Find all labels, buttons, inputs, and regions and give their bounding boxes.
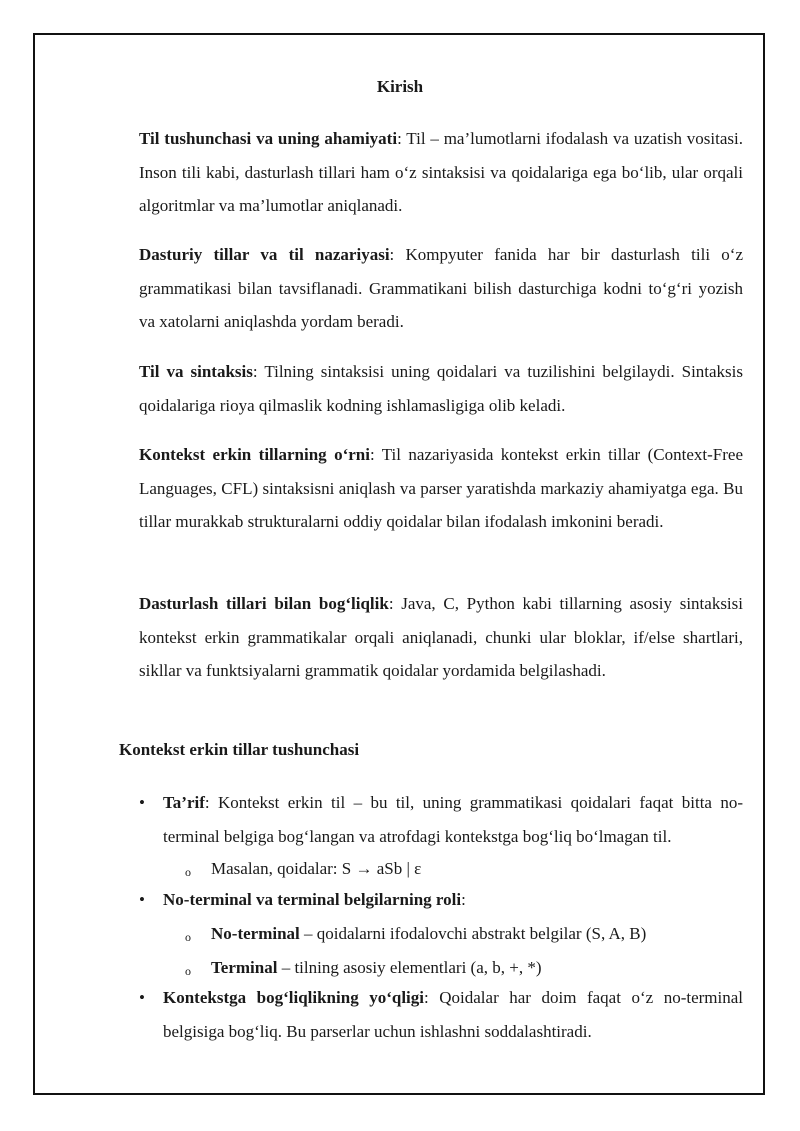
list-item-text [163, 786, 743, 853]
paragraph-term: Kontekst erkin tillarning o‘rni [139, 445, 370, 464]
sub-list-item-text [211, 923, 646, 945]
paragraph-text: : Til nazariyasida kontekst erkin tillar (Context-Free Languages, CFL) sintaksisni aniqlash va parser yaratishda markaziy ahamiyatga ega. Bu tillar murakkab strukturalarni oddiy qoidalar bilan ifodalash imkonini beradi. [139, 445, 743, 531]
paragraph-term: Til va sintaksis [139, 362, 253, 381]
sub-list-item-body: Masalan, qoidalar: S → aSb | ε [211, 859, 422, 878]
paragraph-term: Til tushunchasi va uning ahamiyati [139, 129, 398, 148]
paragraph-text: : Tilning sintaksisi uning qoidalari va tuzilishini belgilaydi. Sintaksis qoidalariga rioya qilmaslik kodning ishlamasligiga olib keladi. [139, 362, 744, 415]
page-title: Kirish [376, 77, 424, 96]
sub-bullet-marker: o [185, 930, 191, 944]
bullet-marker: • [139, 793, 145, 812]
paragraph-text: : Kompyuter fanida har bir dasturlash tili o‘z grammatikasi bilan tavsiflanadi. Grammatikani bilish dasturchiga kodni to‘g‘ri yozish va xatolarni aniqlashda yordam beradi. [139, 245, 744, 331]
paragraph-til-va-sintaksis [139, 355, 743, 422]
list-item-body: : [461, 890, 466, 909]
sub-list-item-term: No-terminal [211, 924, 300, 943]
sub-list-item-term: Terminal [211, 958, 278, 977]
list-item-body: : Qoidalar har doim faqat o‘z no-terminal belgisiga bog‘liq. Bu parserlar uchun ishlashni soddalashtiradi. [163, 988, 744, 1041]
paragraph-text: : Java, C, Python kabi tillarning asosiy sintaksisi kontekst erkin grammatikalar orqali aniqlanadi, chunki ular bloklar, if/else shartlari, sikllar va funktsiyalarni grammatik qoidalar yordamida belgilashadi. [139, 594, 743, 680]
paragraph-til-tushunchasi [139, 122, 743, 223]
list-item-text [163, 883, 743, 917]
sub-list-item-text [211, 957, 542, 979]
bullet-marker: • [139, 890, 145, 909]
sub-list-item-body: – tilning asosiy elementlari (a, b, +, *) [277, 958, 542, 977]
sub-bullet-marker: o [185, 865, 191, 879]
paragraph-text: : Til – ma’lumotlarni ifodalash va uzatish vositasi. Inson tili kabi, dasturlash tillari ham o‘z sintaksisi va qoidalariga ega bo‘lib, ular orqali algoritmlar va ma’lumotlar aniqlanadi. [139, 129, 743, 215]
list-item-term: Ta’rif [163, 793, 205, 812]
list-item-text [163, 981, 743, 1048]
paragraph-dasturlash-tillari [139, 587, 743, 688]
section-heading: Kontekst erkin tillar tushunchasi [119, 740, 360, 759]
paragraph-term: Dasturlash tillari bilan bog‘liqlik [139, 594, 389, 613]
list-item-body: : Kontekst erkin til – bu til, uning grammatikasi qoidalari faqat bitta no-terminal belgiga bog‘langan va atrofdagi kontekstga bog‘liq bo‘lmagan til. [163, 793, 743, 846]
paragraph-term: Dasturiy tillar va til nazariyasi [139, 245, 390, 264]
bullet-marker: • [139, 988, 145, 1007]
list-item-term: Kontekstga bog‘liqlikning yo‘qligi [163, 988, 425, 1007]
list-item-term: No-terminal va terminal belgilarning roli [163, 890, 462, 909]
paragraph-dasturiy-tillar [139, 238, 743, 339]
sub-list-item-text [211, 858, 421, 880]
sub-list-item-body: – qoidalarni ifodalovchi abstrakt belgilar (S, A, B) [299, 924, 647, 943]
sub-bullet-marker: o [185, 964, 191, 978]
paragraph-kontekst-erkin [139, 438, 743, 539]
